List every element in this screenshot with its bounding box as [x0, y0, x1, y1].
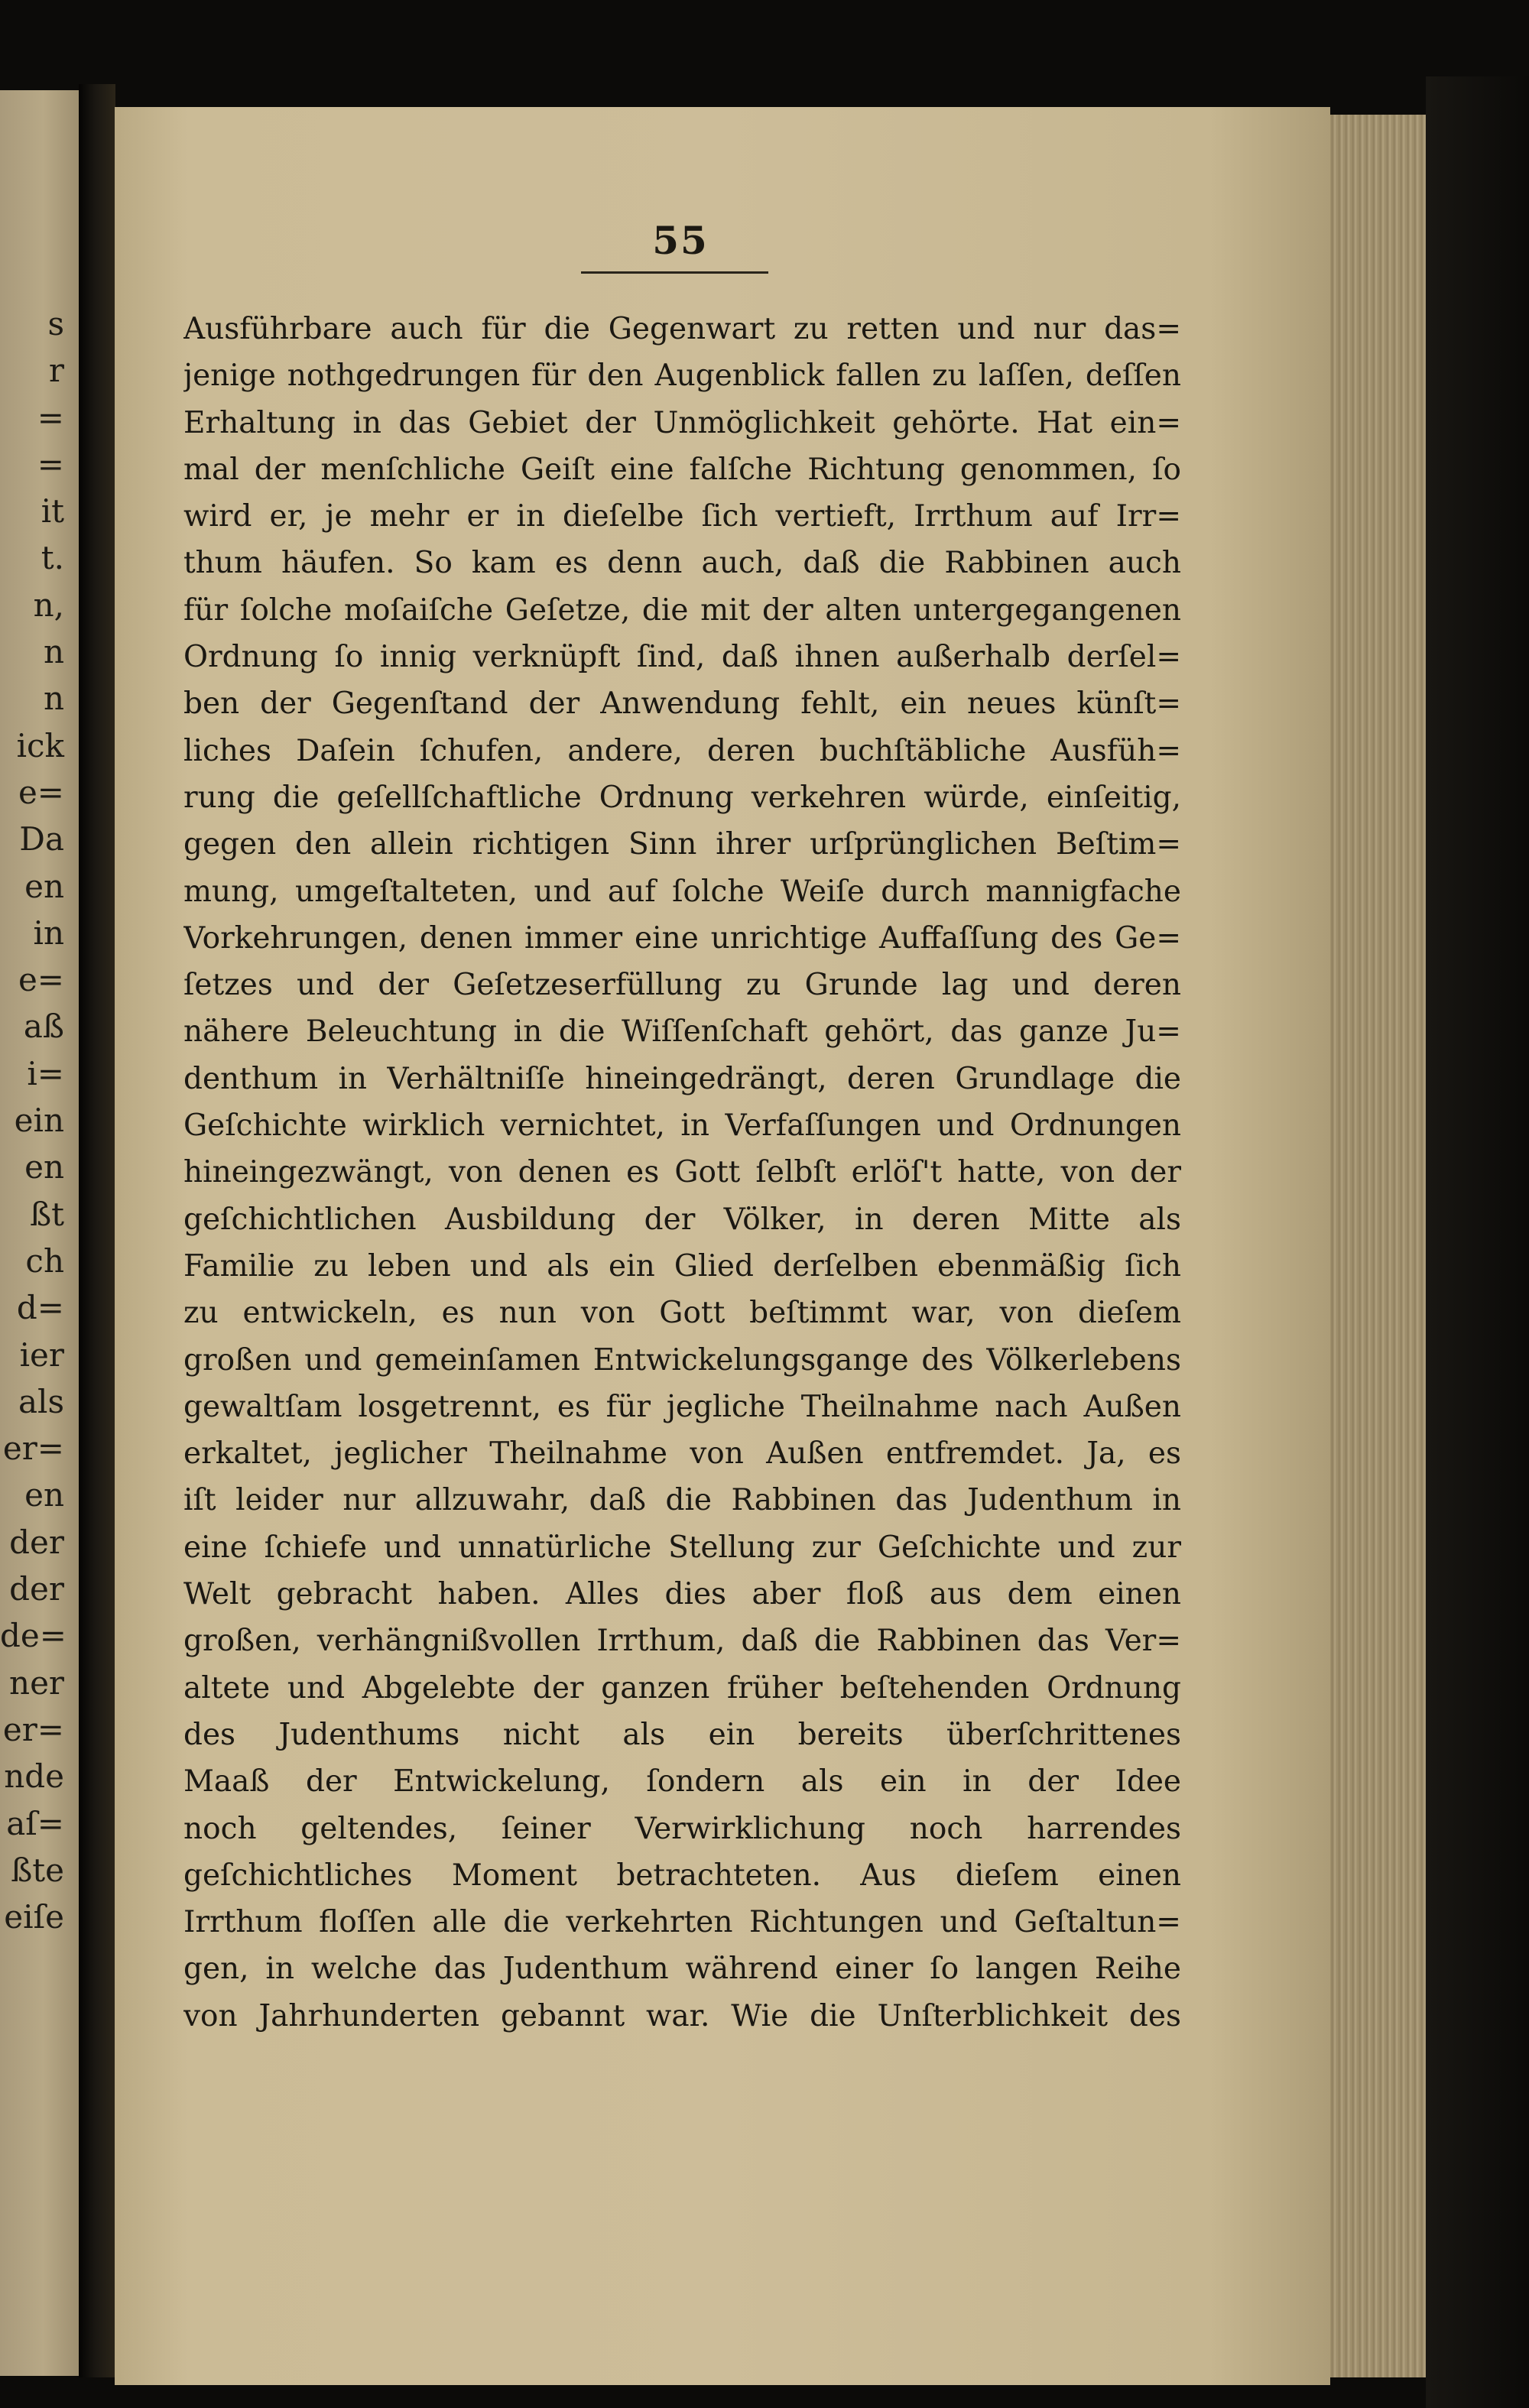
text-line: Welt gebracht haben. Alles dies aber floß aus dem einen	[183, 1577, 1181, 1612]
previous-page-fragment: s	[47, 305, 64, 342]
text-line: Maaß der Entwickelung, ſondern als ein in der Idee	[183, 1764, 1181, 1800]
text-line: erkaltet, jeglicher Theilnahme von Außen entfremdet. Ja, es	[183, 1436, 1181, 1472]
previous-page-fragment: ßte	[11, 1851, 64, 1889]
previous-page-fragment: e=	[18, 961, 64, 999]
book-gutter	[79, 84, 115, 2377]
previous-page-fragment: n	[43, 633, 64, 671]
text-line: gegen den allein richtigen Sinn ihrer urſprünglichen Beſtim=	[183, 827, 1181, 862]
text-line: gen, in welche das Judenthum während einer ſo langen Reihe	[183, 1952, 1181, 1987]
previous-page-fragment: de=	[0, 1617, 67, 1655]
text-line: mung, umgeſtalteten, und auf ſolche Weiſe durch mannigfache	[183, 874, 1181, 909]
text-line: Geſchichte wirklich vernichtet, in Verfaſſungen und Ordnungen	[183, 1108, 1181, 1144]
page-stack-edge	[1330, 115, 1426, 2377]
body-text	[183, 306, 1181, 2040]
previous-page-fragments	[0, 300, 76, 1940]
text-line: großen und gemeinſamen Entwickelungsgange des Völkerlebens	[183, 1342, 1181, 1378]
text-line: Ausführbare auch für die Gegenwart zu retten und nur das=	[183, 312, 1181, 346]
previous-page-fragment: r	[48, 352, 64, 390]
text-line: gewaltſam losgetrennt, es für jegliche Theilnahme nach Außen	[183, 1389, 1181, 1424]
previous-page-fragment: en	[24, 1148, 64, 1186]
text-line: denthum in Verhältniſſe hineingedrängt, deren Grundlage die	[183, 1061, 1181, 1096]
previous-page-fragment: d=	[16, 1289, 64, 1327]
text-line: Familie zu leben und als ein Glied derſelben ebenmäßig ſich	[183, 1248, 1181, 1284]
previous-page-fragment: ßt	[30, 1195, 64, 1233]
book-cover-edge	[1426, 76, 1529, 2408]
header-rule	[581, 271, 768, 274]
previous-page-fragment: der	[9, 1570, 64, 1608]
previous-page-fragment: it	[41, 492, 64, 531]
text-line: rung die geſellſchaftliche Ordnung verkehren würde, einſeitig,	[183, 780, 1181, 815]
text-line: von Jahrhunderten gebannt war. Wie die Unſterblichkeit des	[183, 1998, 1181, 2033]
previous-page-fragment: aß	[23, 1008, 64, 1046]
text-line: thum häufen. So kam es denn auch, daß die Rabbinen auch	[183, 546, 1181, 581]
text-line: wird er, je mehr er in dieſelbe ſich vertieft, Irrthum auf Irr=	[183, 499, 1181, 534]
text-line: geſchichtlichen Ausbildung der Völker, in deren Mitte als	[183, 1202, 1181, 1237]
text-line: Vorkehrungen, denen immer eine unrichtige Auffaſſung des Ge=	[183, 920, 1181, 956]
previous-page-fragment: en	[24, 1476, 64, 1514]
previous-page-fragment: i=	[27, 1054, 64, 1092]
previous-page-fragment: ch	[25, 1241, 64, 1280]
text-line: noch geltendes, ſeiner Verwirklichung noch harrendes	[183, 1811, 1181, 1846]
previous-page-fragment: aſ=	[6, 1804, 64, 1842]
text-line: Irrthum floſſen alle die verkehrten Richtungen und Geſtaltun=	[183, 1905, 1181, 1940]
previous-page-fragment: eiſe	[4, 1898, 64, 1936]
text-line: jenige nothgedrungen für den Augenblick fallen zu laſſen, deſſen	[183, 359, 1181, 394]
text-line: altete und Abgelebte der ganzen früher beſtehenden Ordnung	[183, 1670, 1181, 1705]
previous-page-fragment: e=	[18, 773, 64, 811]
previous-page-fragment: n	[43, 680, 64, 718]
previous-page-fragment: er=	[2, 1710, 64, 1748]
previous-page-fragment: n,	[33, 586, 64, 624]
text-line: ſetzes und der Geſetzeserfüllung zu Grunde lag und deren	[183, 968, 1181, 1003]
text-line: iſt leider nur allzuwahr, daß die Rabbinen das Judenthum in	[183, 1483, 1181, 1518]
previous-page-fragment: er=	[2, 1430, 64, 1468]
previous-page-fragment: der	[9, 1523, 64, 1561]
text-line: eine ſchiefe und unnatürliche Stellung zur Geſchichte und zur	[183, 1530, 1181, 1565]
text-line: großen, verhängnißvollen Irrthum, daß die Rabbinen das Ver=	[183, 1624, 1181, 1659]
text-line: nähere Beleuchtung in die Wiſſenſchaft gehört, das ganze Ju=	[183, 1014, 1181, 1050]
previous-page-fragment: ick	[16, 726, 64, 764]
text-line: für ſolche moſaiſche Geſetze, die mit der alten untergegangenen	[183, 592, 1181, 628]
text-line: hineingezwängt, von denen es Gott ſelbſt erlöſ't hatte, von der	[183, 1155, 1181, 1190]
text-line: Ordnung ſo innig verknüpft ſind, daß ihnen außerhalb derſel=	[183, 640, 1181, 675]
previous-page-fragment: ner	[9, 1663, 64, 1702]
text-line: zu entwickeln, es nun von Gott beſtimmt war, von dieſem	[183, 1296, 1181, 1331]
page-number: 55	[652, 218, 709, 263]
previous-page-fragment: ier	[19, 1335, 64, 1374]
text-line: Erhaltung in das Gebiet der Unmöglichkeit gehörte. Hat ein=	[183, 405, 1181, 440]
previous-page-fragment: =	[37, 398, 64, 436]
previous-page-fragment: als	[18, 1382, 64, 1420]
text-line: mal der menſchliche Geiſt eine falſche Richtung genommen, ſo	[183, 452, 1181, 487]
text-line: des Judenthums nicht als ein bereits überſchrittenes	[183, 1717, 1181, 1752]
previous-page-fragment: =	[37, 445, 64, 483]
previous-page-fragment: in	[33, 914, 64, 952]
previous-page-fragment: Da	[19, 820, 64, 858]
text-line: geſchichtliches Moment betrachteten. Aus dieſem einen	[183, 1858, 1181, 1893]
previous-page-fragment: ein	[14, 1102, 64, 1140]
previous-page-fragment: t.	[41, 539, 64, 577]
text-line: liches Daſein ſchufen, andere, deren buchſtäbliche Ausfüh=	[183, 733, 1181, 768]
previous-page-fragment: en	[24, 867, 64, 905]
text-line: ben der Gegenſtand der Anwendung fehlt, ein neues künſt=	[183, 686, 1181, 722]
previous-page-edge	[0, 90, 79, 2376]
previous-page-fragment: nde	[4, 1757, 64, 1796]
